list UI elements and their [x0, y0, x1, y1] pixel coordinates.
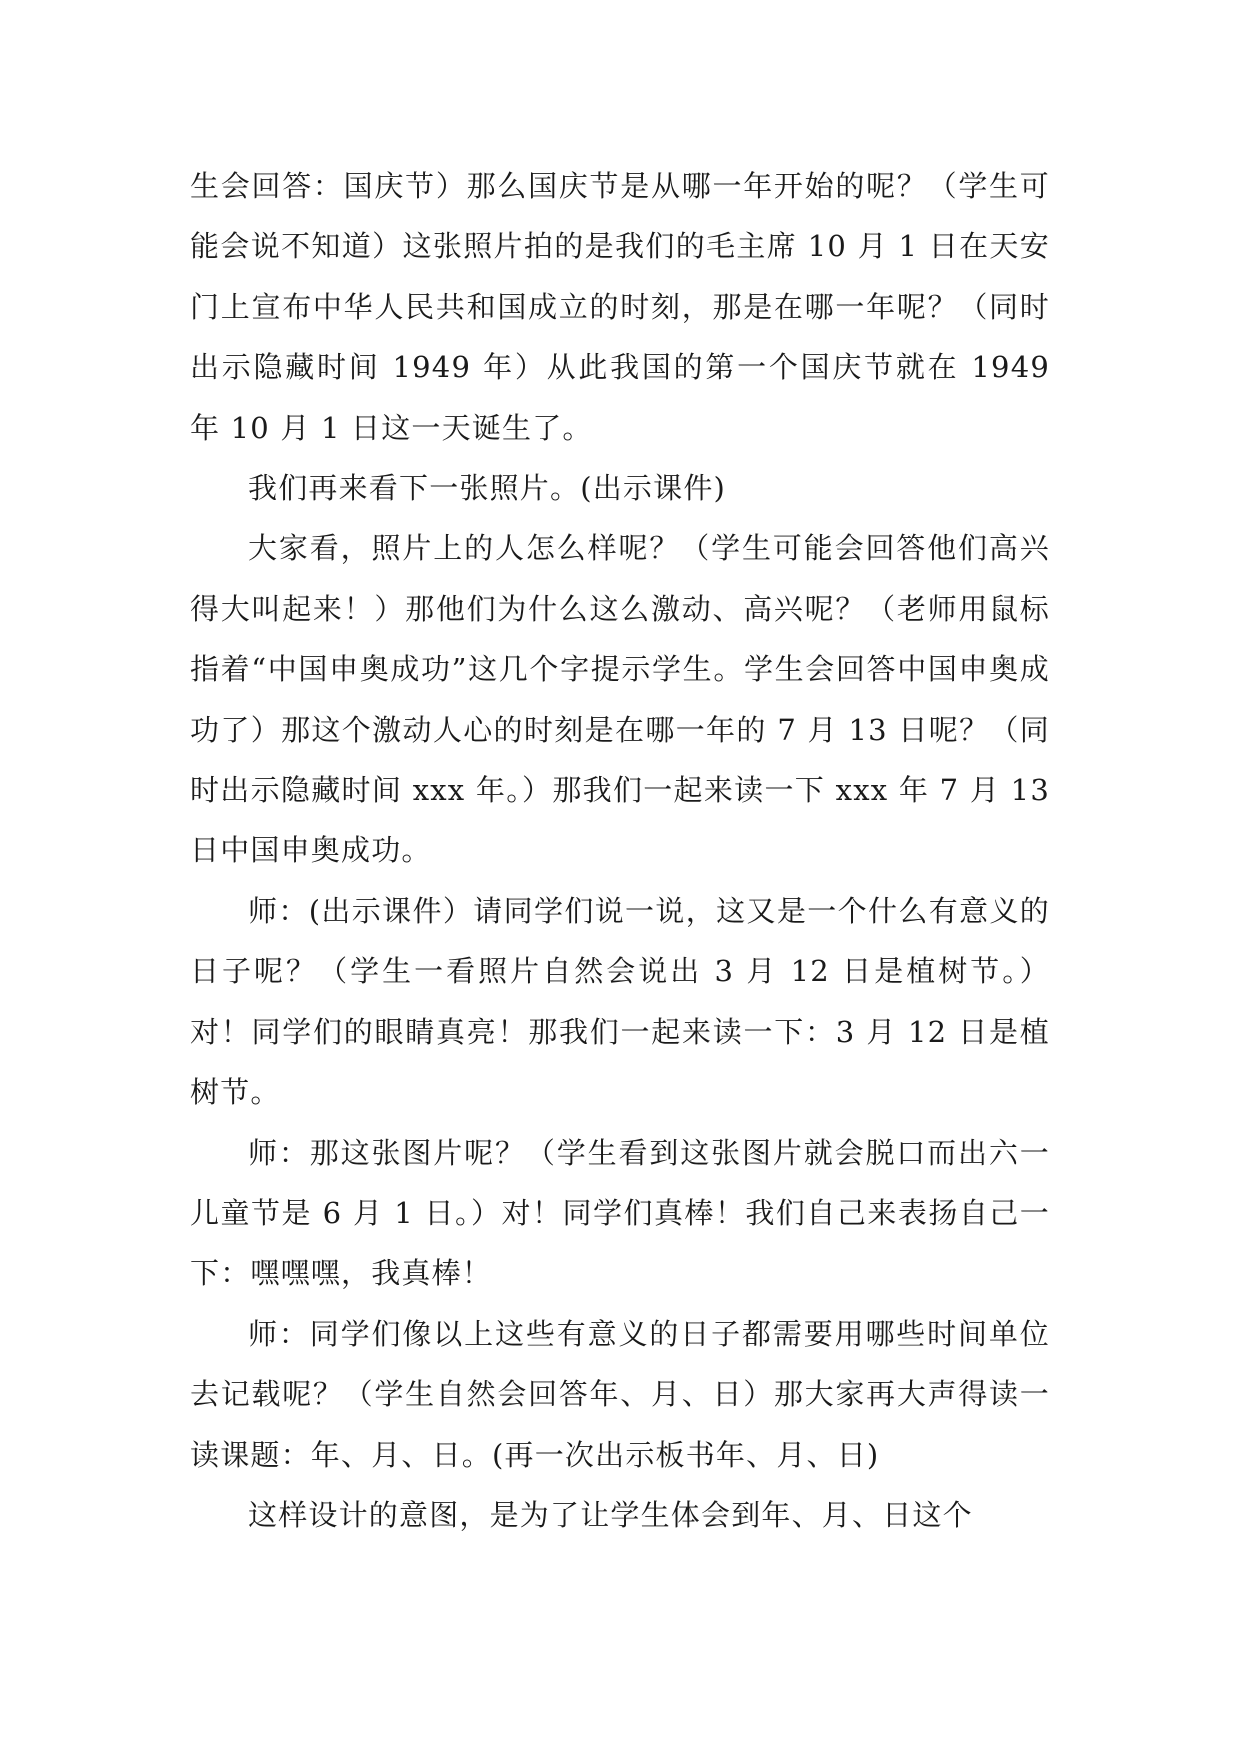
paragraph-6: 师：同学们像以上这些有意义的日子都需要用哪些时间单位去记载呢？（学生自然会回答年、月、日）那大家再大声得读一读课题：年、月、日。(再一次出示板书年、月、日): [190, 1316, 1050, 1472]
paragraph-2: 我们再来看下一张照片。(出示课件): [248, 471, 727, 506]
paragraph-5: 师：那这张图片呢？（学生看到这张图片就会脱口而出六一儿童节是 6 月 1 日。）对！同学们真棒！我们自己来表扬自己一下：嘿嘿嘿，我真棒！: [190, 1135, 1050, 1291]
paragraph-7: 这样设计的意图，是为了让学生体会到年、月、日这个: [248, 1497, 973, 1532]
paragraph-1: 生会回答：国庆节）那么国庆节是从哪一年开始的呢？（学生可能会说不知道）这张照片拍的是我们的毛主席 10 月 1 日在天安门上宣布中华人民共和国成立的时刻，那是在哪一年呢？（同时出示隐藏时间 1949 年）从此我国的第一个国庆节就在 1949 年 10 月 1 日这一天诞生了。: [190, 169, 1050, 445]
document-body: [190, 156, 1050, 1545]
paragraph-4: 师：(出示课件）请同学们说一说，这又是一个什么有意义的日子呢？（学生一看照片自然会说出 3 月 12 日是植树节。）对！同学们的眼睛真亮！那我们一起来读一下：3 月 12 日是植树节。: [190, 893, 1050, 1110]
paragraph-3: 大家看，照片上的人怎么样呢？（学生可能会回答他们高兴得大叫起来！）那他们为什么这么激动、高兴呢？（老师用鼠标指着“中国申奥成功”这几个字提示学生。学生会回答中国申奥成功了）那这个激动人心的时刻是在哪一年的 7 月 13 日呢？（同时出示隐藏时间 xxx 年。）那我们一起来读一下 xxx 年 7 月 13 日中国申奥成功。: [190, 531, 1050, 868]
